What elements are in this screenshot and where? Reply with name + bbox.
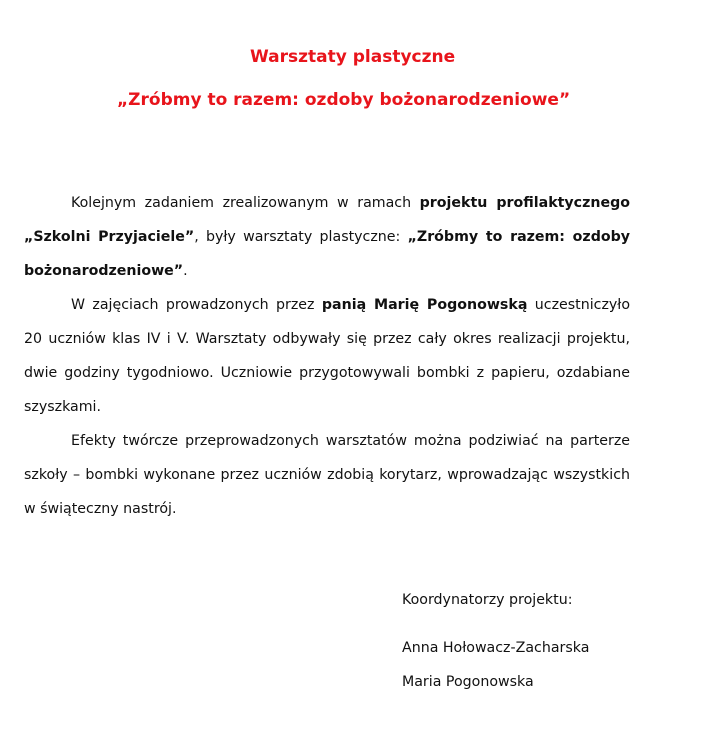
paragraph-1-text-b: , były warsztaty plastyczne: (194, 229, 408, 245)
coordinators-heading: Koordynatorzy projektu: (402, 592, 573, 608)
project-name: projektu profilaktycznego „Szkolni Przyjaciele” (24, 195, 630, 245)
paragraph-1-text-c: . (183, 263, 188, 279)
document-title: Warsztaty plastyczne (250, 47, 456, 67)
paragraph-2 (24, 288, 630, 424)
workshop-name: „Zróbmy to razem: ozdoby bożonarodzeniowe” (24, 229, 630, 279)
paragraph-2-text-b: uczestniczyło 20 uczniów klas IV i V. Warsztaty odbywały się przez cały okres realizacji projektu, dwie godziny tygodniowo. Uczniowie przygotowywali bombki z papieru, ozdabiane szyszkami. (24, 297, 630, 415)
paragraph-2-text-a: W zajęciach prowadzonych przez (71, 297, 322, 313)
document-subtitle: „Zróbmy to razem: ozdoby bożonarodzeniowe” (117, 90, 571, 110)
document-body (24, 186, 630, 526)
paragraph-3 (24, 424, 630, 526)
coordinator-name: Anna Hołowacz-Zacharska (402, 640, 590, 656)
instructor-name: panią Marię Pogonowską (321, 297, 528, 313)
paragraph-1 (24, 186, 630, 288)
paragraph-3-text: Efekty twórcze przeprowadzonych warsztatów można podziwiać na parterze szkoły – bombki wykonane przez uczniów zdobią korytarz, wprowadzając wszystkich w świąteczny nastrój. (24, 433, 630, 517)
coordinator-name: Maria Pogonowska (402, 674, 534, 690)
paragraph-1-text-a: Kolejnym zadaniem zrealizowanym w ramach (71, 195, 420, 211)
